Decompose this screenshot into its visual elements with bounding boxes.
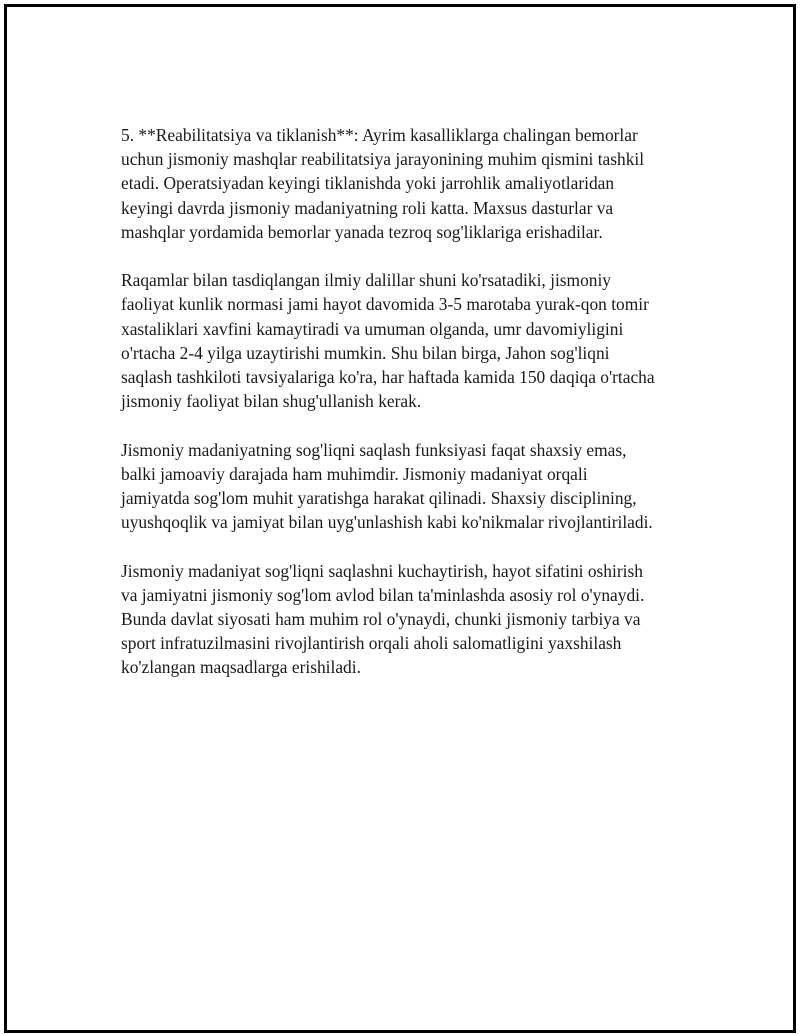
paragraph-conclusion: Jismoniy madaniyat sog'liqni saqlashni kuchaytirish, hayot sifatini oshirish va jamiyatni jismoniy sog'lom avlod bilan ta'minlashda asosiy rol o'ynaydi. Bunda davlat siyosati ham muhim rol o'ynaydi, chunki jismoniy tarbiya va sport infratuzilmasini rivojlantirish orqali aholi salomatligini yaxshilash ko'zlangan maqsadlarga erishiladi. xyxy=(121,560,645,678)
paragraph-rehabilitation: 5. **Reabilitatsiya va tiklanish**: Ayrim kasalliklarga chalingan bemorlar uchun jismoniy mashqlar reabilitatsiya jarayonining muhim qismini tashkil etadi. Operatsiyadan keyingi tiklanishda yoki jarrohlik amaliyotlaridan keyingi davrda jismoniy madaniyatning roli katta. Maxsus dasturlar va mashqlar yordamida bemorlar yanada tezroq sog'liklariga erishadilar. xyxy=(121,125,645,242)
paragraph-scientific-evidence: Raqamlar bilan tasdiqlangan ilmiy dalillar shuni ko'rsatadiki, jismoniy faoliyat kunlik normasi jami hayot davomida 3-5 marotaba yurak-qon tomir xastaliklari xavfini kamaytiradi va umuman olganda, umr davomiyligini o'rtacha 2-4 yilga uzaytirishi mumkin. Shu bilan birga, Jahon sog'liqni saqlash tashkiloti tavsiyalariga ko'ra, har haftada kamida 150 daqiqa o'rtacha jismoniy faoliyat bilan shug'ullanish kerak. xyxy=(121,270,655,412)
document-body xyxy=(121,123,701,704)
page-frame xyxy=(4,4,796,1033)
paragraph-collective-health: Jismoniy madaniyatning sog'liqni saqlash funksiyasi faqat shaxsiy emas, balki jamoaviy darajada ham muhimdir. Jismoniy madaniyat orqali jamiyatda sog'lom muhit yaratishga harakat qilinadi. Shaxsiy disciplining, uyushqoqlik va jamiyat bilan uyg'unlashish kabi ko'nikmalar rivojlantiriladi. xyxy=(121,439,653,533)
